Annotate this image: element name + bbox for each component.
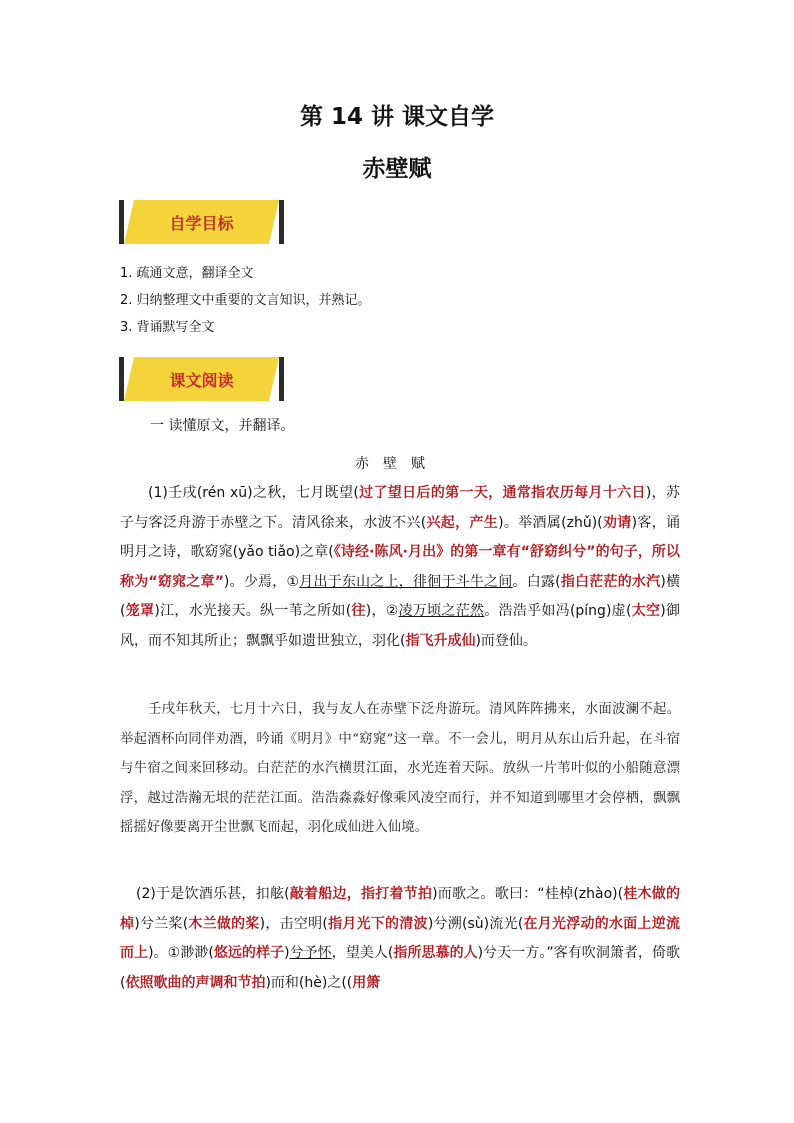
text: )兮溯(sù)流光( (427, 915, 524, 932)
poem-title: 赤壁赋 (355, 456, 439, 472)
text: )横( (120, 573, 681, 619)
section-banner-reading (119, 357, 284, 401)
text: )。举酒属(zhǔ)( (498, 514, 603, 531)
text: )客，诵明月之诗，歌窈窕(yǎo tiǎo)之章( (120, 514, 681, 560)
text: )兮兰桨( (134, 915, 189, 932)
underlined-sentence: 凌万顷之茫然 (398, 603, 485, 619)
text: ) (284, 945, 290, 961)
text: )而和(hè)之(( (265, 974, 353, 991)
annotation: 劝请 (602, 514, 632, 531)
annotation: 用箫 (352, 974, 381, 991)
text: (1)壬戌(rén xū)之秋，七月既望( (148, 485, 359, 501)
annotation: 指所思慕的人 (393, 945, 478, 961)
text: 。浩浩乎如冯(píng)虚( (484, 603, 632, 619)
section-banner-goals (119, 200, 284, 244)
annotation: 依照歌曲的声调和节拍 (125, 974, 266, 991)
annotation: 过了望日后的第一天，通常指农历每月十六日 (358, 485, 646, 501)
goal-item: 1. 疏通文意，翻译全文 (120, 266, 254, 281)
text: )，击空明( (259, 915, 328, 932)
annotation: 往 (351, 603, 366, 619)
paragraph-1-original (120, 479, 680, 656)
annotation: 在月光浮动的水面上逆流而上 (120, 915, 681, 961)
text: )江，水光接天。纵一苇之所如( (154, 603, 352, 619)
text: (2)于是饮酒乐甚，扣舷( (136, 886, 290, 902)
paragraph-1-translation: 壬戌年秋天，七月十六日，我与友人在赤壁下泛舟游玩。清风阵阵拂来，水面波澜不起。举起酒杯向同伴劝酒，吟诵《明月》中“窈窕”这一章。不一会儿，明月从东山后升起，在斗宿与牛宿之间来回移动。白茫茫的水汽横贯江面，水光连着天际。放纵一片苇叶似的小船随意漂浮，越过浩瀚无垠的茫茫江面。浩浩淼淼好像乘风凌空而行，并不知道到哪里才会停栖，飘飘摇摇好像要离开尘世飘飞而起，羽化成仙进入仙境。 (120, 702, 680, 835)
annotation: 太空 (631, 603, 661, 619)
text: )御风，而不知其所止；飘飘乎如遗世独立，羽化( (120, 603, 681, 649)
annotation: 指白茫茫的水汽 (560, 573, 661, 590)
instruction-text: 一 读懂原文，并翻译。 (150, 418, 295, 434)
text: )兮天一方。”客有吹洞箫者，倚歌( (120, 945, 681, 991)
annotation: 木兰做的桨 (188, 915, 260, 932)
annotation: 《诗经·陈风·月出》的第一章有“舒窈纠兮”的句子，所以称为“窈窕之章” (120, 544, 680, 590)
text: )。①渺渺( (148, 945, 214, 961)
text: ，望美人( (331, 945, 394, 961)
text: )而歌之。歌曰：“桂棹(zhào)( (432, 886, 624, 902)
annotation: 指飞升成仙 (405, 632, 476, 649)
banner-label: 课文阅读 (169, 371, 234, 390)
annotation: 笼罩 (125, 603, 155, 619)
text: )，苏子与客泛舟游于赤壁之下。清风徐来，水波不兴( (120, 485, 680, 531)
underlined-sentence: 兮予怀 (289, 945, 332, 961)
annotation: 敲着船边，指打着节拍 (289, 886, 433, 902)
text: )，② (365, 603, 399, 619)
page-subtitle: 赤壁赋 (362, 156, 432, 182)
annotation: 指月光下的清波 (327, 915, 428, 932)
paragraph-2-original (120, 880, 680, 998)
annotation: 悠远的样子 (213, 945, 285, 961)
annotation: 桂木做的棹 (120, 886, 681, 932)
underlined-sentence: 月出于东山之上，徘徊于斗牛之间 (299, 573, 513, 590)
text: )。少焉，① (223, 573, 300, 590)
goal-item: 2. 归纳整理文中重要的文言知识，并熟记。 (120, 293, 371, 308)
banner-label: 自学目标 (169, 214, 234, 233)
text: )而登仙。 (475, 632, 537, 649)
goal-item: 3. 背诵默写全文 (120, 320, 215, 335)
page-title: 第 14 讲 课文自学 (299, 104, 495, 130)
annotation: 兴起，产生 (426, 514, 499, 531)
text: 。白露( (512, 573, 561, 590)
